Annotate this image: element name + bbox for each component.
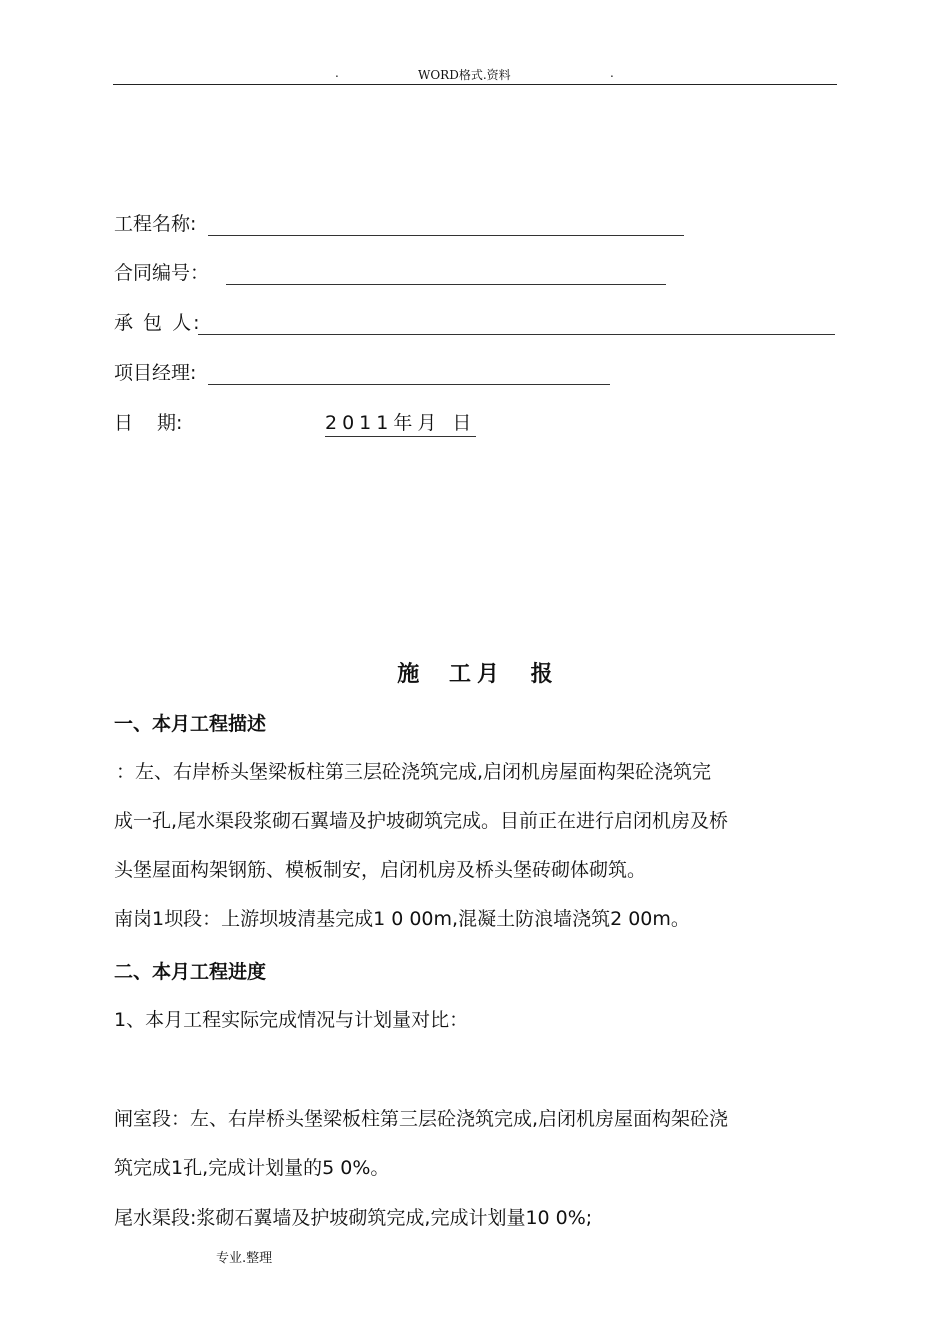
- field-project-manager: [114, 360, 196, 386]
- section1-line1: ：左、右岸桥头堡梁板柱第三层砼浇筑完成,启闭机房屋面构架砼浇筑完: [116, 761, 712, 783]
- contractor-label: 承 包 人:: [114, 312, 202, 334]
- field-date: [114, 410, 182, 436]
- section2-line3: 尾水渠段:浆砌石翼墙及护坡砌筑完成,完成计划量10 0%;: [114, 1207, 593, 1229]
- report-title-part3: 报: [530, 662, 553, 687]
- header-dot-right: .: [610, 66, 614, 80]
- section2-heading: 二、本月工程进度: [114, 961, 267, 983]
- report-title-part1: 施: [397, 662, 420, 687]
- date-value: 2011年月 日: [325, 410, 476, 437]
- report-title-part2: 工月: [448, 662, 505, 687]
- section2-item1: 1、本月工程实际完成情况与计划量对比：: [114, 1009, 469, 1031]
- project-name-blank: [208, 235, 684, 236]
- field-project-name: [114, 211, 196, 237]
- section1-line2: 成一孔,尾水渠段浆砌石翼墙及护坡砌筑完成。目前正在进行启闭机房及桥: [114, 810, 729, 832]
- section1-heading: 一、本月工程描述: [114, 713, 267, 735]
- header-text: WORD格式.资料: [418, 68, 511, 82]
- section1-line4: 南岗1坝段：上游坝坡清基完成1 0 00m,混凝土防浪墙浇筑2 00m。: [114, 908, 690, 930]
- section2-line1: 闸室段：左、右岸桥头堡梁板柱第三层砼浇筑完成,启闭机房屋面构架砼浇: [114, 1108, 729, 1130]
- field-contract-no: [114, 260, 209, 286]
- contract-no-blank: [226, 284, 666, 285]
- contractor-blank: [198, 334, 835, 335]
- contract-no-label: 合同编号：: [114, 262, 210, 284]
- section1-line3: 头堡屋面构架钢筋、模板制安，启闭机房及桥头堡砖砌体砌筑。: [114, 859, 647, 881]
- report-title: [0, 657, 950, 688]
- date-label: 日 期:: [114, 412, 183, 434]
- project-manager-label: 项目经理:: [114, 362, 197, 384]
- page-header: [113, 66, 837, 85]
- section2-line2: 筑完成1孔,完成计划量的5 0%。: [114, 1157, 390, 1179]
- page-footer: 专业.整理: [216, 1251, 273, 1266]
- project-name-label: 工程名称:: [114, 213, 197, 235]
- header-dot-left: .: [335, 66, 339, 80]
- project-manager-blank: [208, 384, 610, 385]
- field-contractor: [114, 310, 201, 336]
